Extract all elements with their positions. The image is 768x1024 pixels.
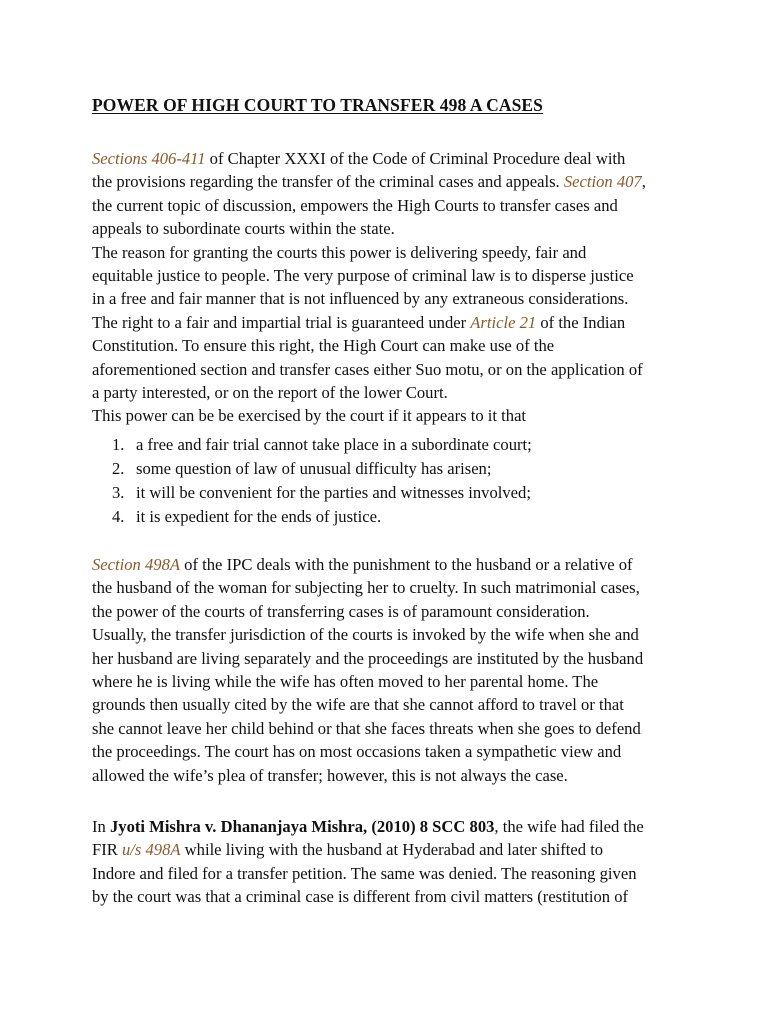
list-item-text: it will be convenient for the parties and witnesses involved;: [136, 483, 531, 503]
paragraph-section-498a: [92, 553, 692, 787]
text-fragment: of the Indian: [536, 312, 626, 332]
list-item: [112, 457, 532, 481]
text-fragment: of Chapter XXXI of the Code of Criminal Procedure deal with: [205, 149, 626, 168]
list-item: [112, 433, 532, 457]
text-line: Constitution. To ensure this right, the High Court can make use of the: [92, 336, 555, 356]
text-fragment: while living with the husband at Hyderabad and later shifted to: [180, 840, 604, 860]
text-line: appeals to subordinate courts within the state.: [92, 219, 395, 239]
text-fragment: , the wife had filed the: [494, 817, 644, 836]
text-line: aforementioned section and transfer cases either Suo motu, or on the application of: [92, 359, 643, 379]
section-reference: u/s 498A: [121, 840, 181, 860]
text-fragment: The right to a fair and impartial trial is guaranteed under: [92, 312, 471, 332]
document-title: [92, 94, 543, 117]
paragraph-case-law: [92, 815, 692, 909]
text-line: [92, 170, 692, 193]
document-title-text: POWER OF HIGH COURT TO TRANSFER 498 A CASES: [92, 95, 544, 115]
list-item-number: 3.: [112, 483, 125, 503]
list-item-number: 4.: [112, 507, 125, 527]
text-line: she cannot leave her child behind or that she faces threats when she goes to defend: [92, 718, 641, 738]
list-item-text: it is expedient for the ends of justice.: [136, 507, 382, 527]
text-line: the husband of the woman for subjecting her to cruelty. In such matrimonial cases,: [92, 578, 640, 598]
text-line: the proceedings. The court has on most occasions taken a sympathetic view and: [92, 742, 622, 762]
text-fragment: In: [92, 817, 110, 836]
case-citation: Jyoti Mishra v. Dhananjaya Mishra, (2010) 8 SCC 803: [109, 817, 495, 836]
text-line: [92, 553, 692, 576]
text-line: Usually, the transfer jurisdiction of the courts is invoked by the wife when she and: [92, 625, 639, 645]
transfer-grounds-list: [112, 433, 532, 529]
list-item-text: some question of law of unusual difficulty has arisen;: [136, 459, 492, 479]
text-line: [92, 815, 692, 838]
text-fragment: of the IPC deals with the punishment to the husband or a relative of: [180, 555, 633, 574]
section-reference: Sections 406-411: [92, 149, 206, 168]
text-line: where he is living while the wife has often moved to her parental home. The: [92, 672, 599, 692]
text-line: a party interested, or on the report of the lower Court.: [92, 383, 448, 403]
section-reference: Section 498A: [92, 555, 181, 574]
text-line: [92, 311, 692, 334]
text-line: grounds then usually cited by the wife are that she cannot afford to travel or that: [92, 695, 624, 715]
text-line: by the court was that a criminal case is different from civil matters (restitution of: [92, 887, 629, 907]
text-line: Indore and filed for a transfer petition. The same was denied. The reasoning given: [92, 863, 637, 883]
text-line: the power of the courts of transferring cases is of paramount consideration.: [92, 601, 590, 621]
text-line: This power can be be exercised by the court if it appears to it that: [92, 406, 527, 426]
text-line: in a free and fair manner that is not influenced by any extraneous considerations.: [92, 289, 629, 309]
text-line: the current topic of discussion, empowers the High Courts to transfer cases and: [92, 195, 618, 215]
list-item-number: 2.: [112, 459, 125, 479]
text-line: equitable justice to people. The very purpose of criminal law is to disperse justice: [92, 266, 634, 286]
text-line: her husband are living separately and the proceedings are instituted by the husband: [92, 648, 644, 668]
text-line: [92, 147, 692, 170]
list-item-text: a free and fair trial cannot take place in a subordinate court;: [136, 435, 532, 454]
list-item: [112, 481, 532, 505]
text-line: allowed the wife’s plea of transfer; however, this is not always the case.: [92, 765, 568, 785]
paragraph-transfer-provisions: [92, 147, 692, 428]
text-fragment: ,: [641, 172, 646, 192]
article-reference: Article 21: [470, 312, 537, 332]
text-fragment: FIR: [92, 840, 122, 860]
section-reference: Section 407: [563, 172, 642, 192]
list-item: [112, 505, 532, 529]
text-fragment: the provisions regarding the transfer of the criminal cases and appeals.: [92, 172, 564, 192]
text-line: The reason for granting the courts this power is delivering speedy, fair and: [92, 242, 587, 262]
text-line: [92, 838, 692, 861]
list-item-number: 1.: [112, 435, 125, 454]
